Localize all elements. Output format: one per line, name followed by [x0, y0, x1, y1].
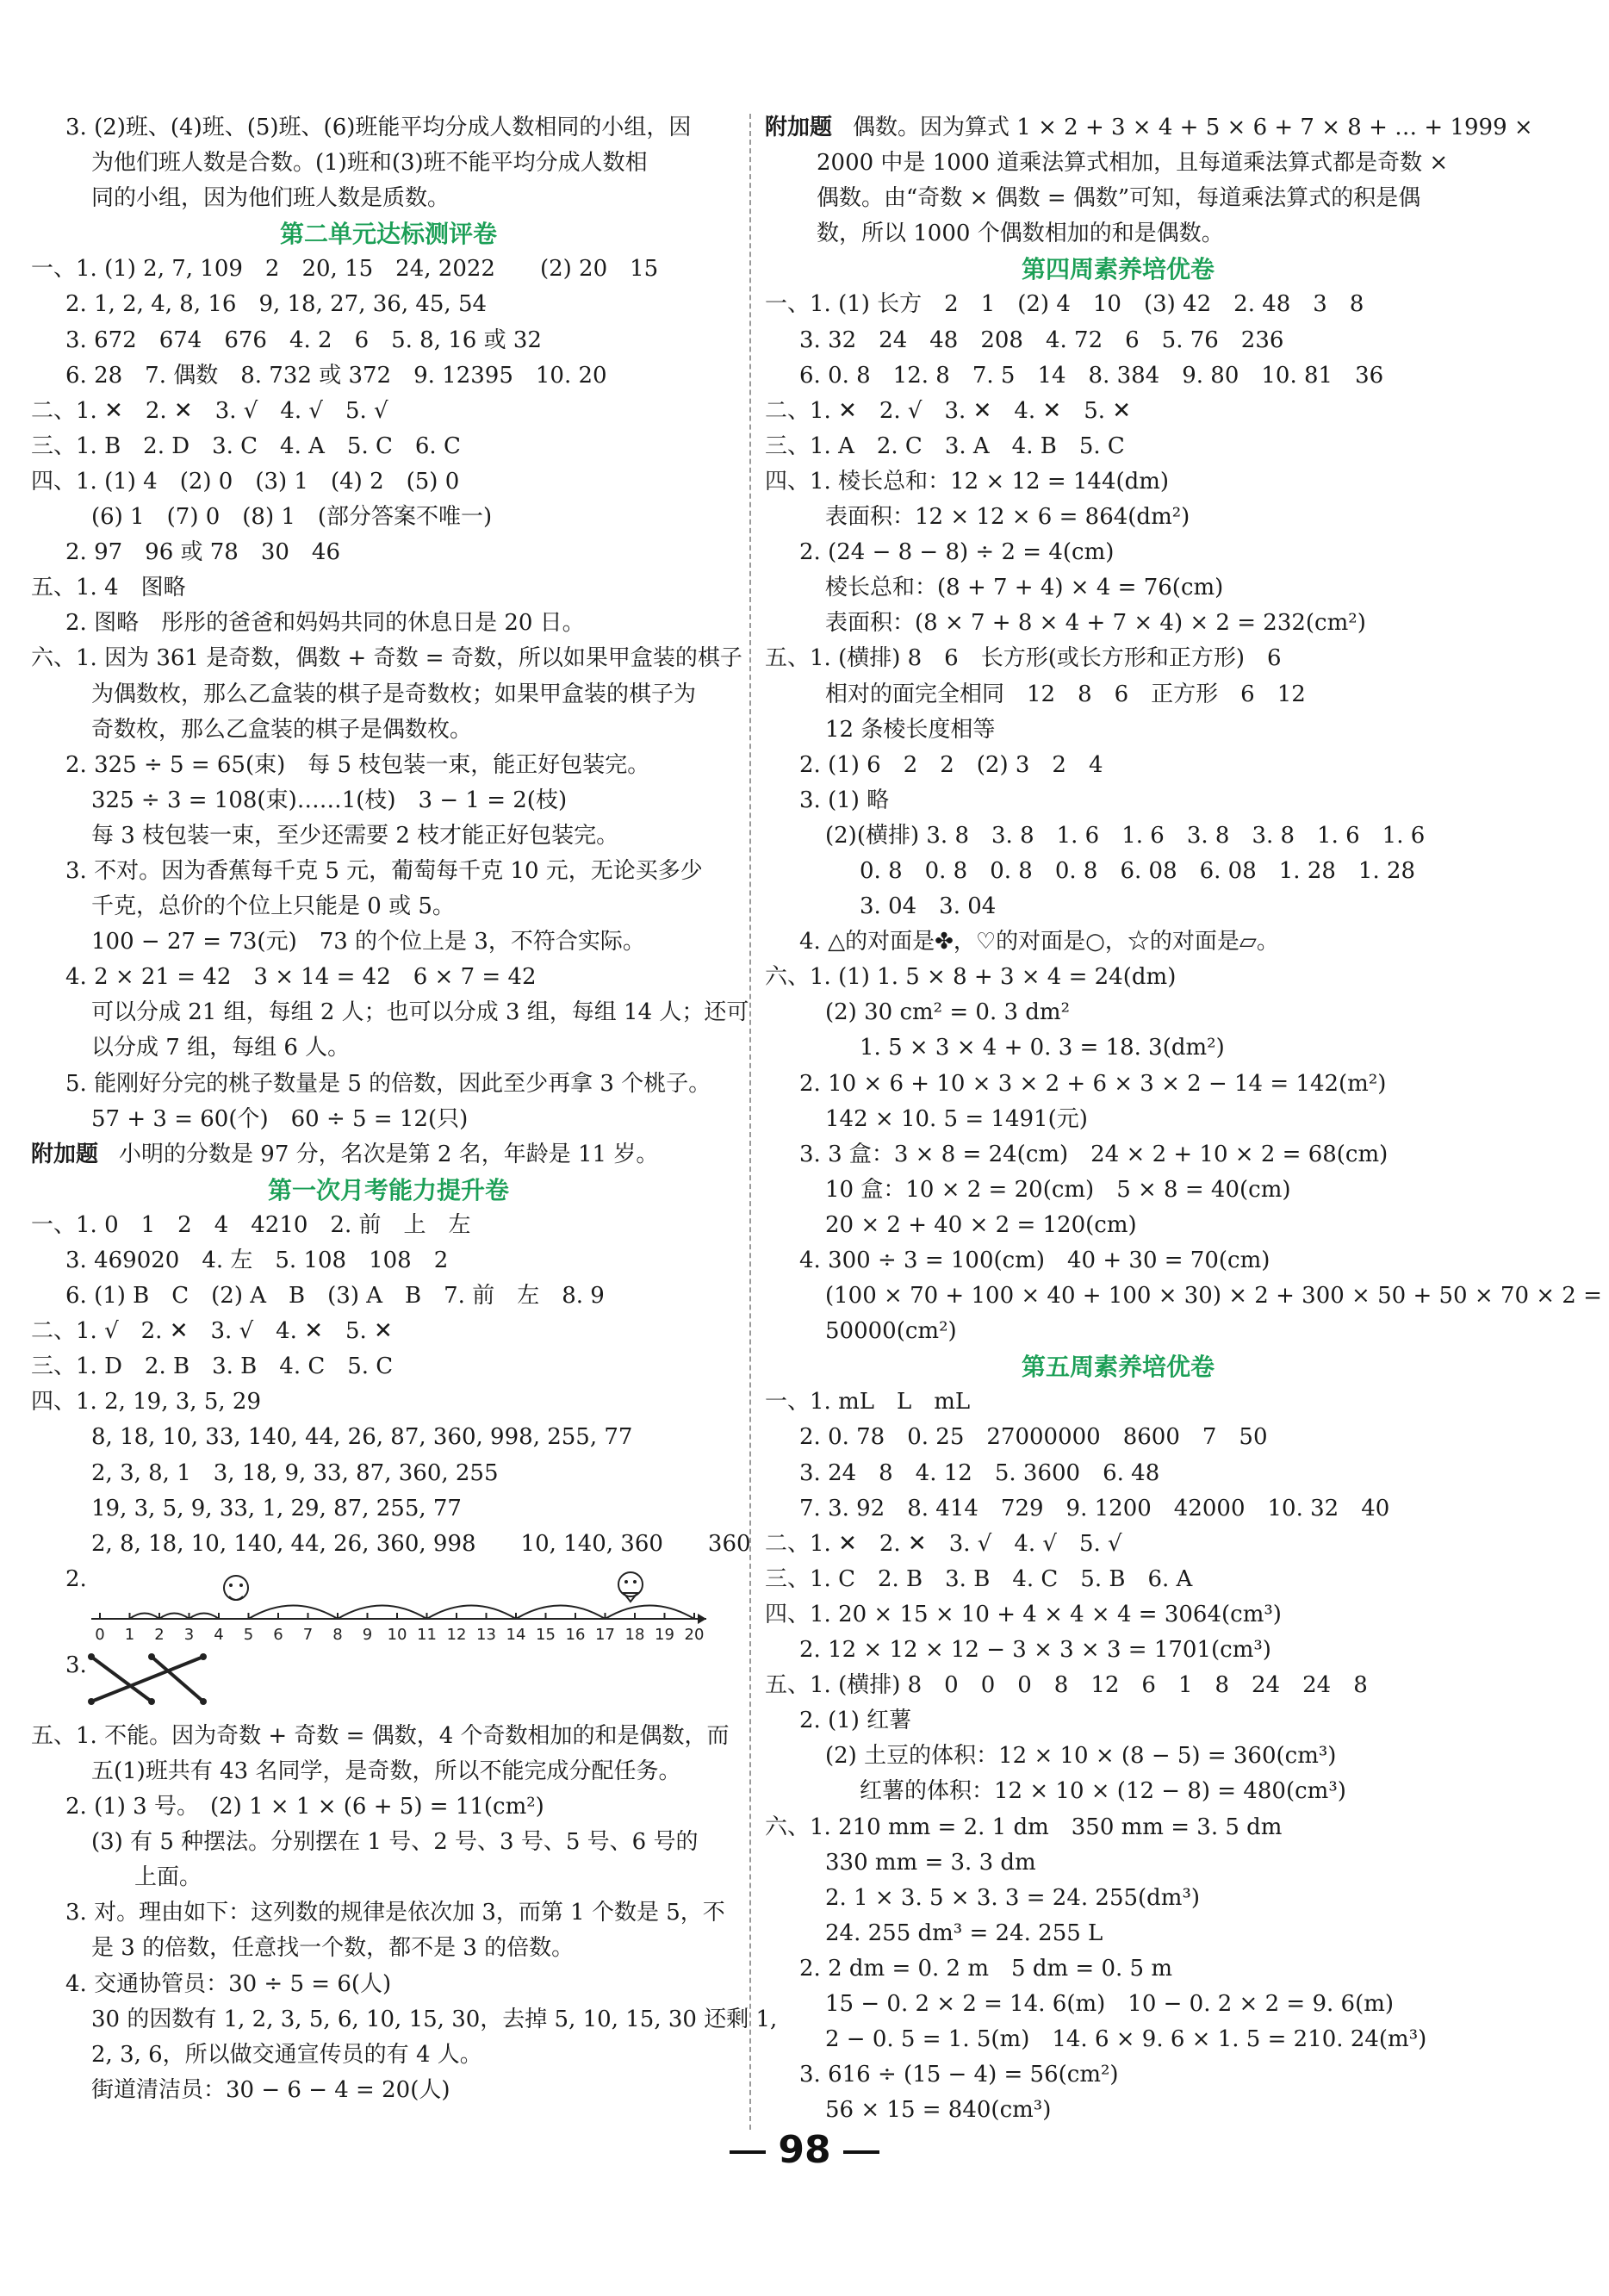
answer-line: 相对的面完全相同 12 8 6 正方形 6 12	[825, 681, 1306, 707]
answer-line: 三、1. C 2. B 3. B 4. C 5. B 6. A	[765, 1565, 1193, 1592]
number-line-label: 15	[536, 1625, 556, 1644]
number-line-label: 0	[95, 1625, 105, 1644]
answer-line: 六、1. 因为 361 是奇数，偶数 + 奇数 = 奇数，所以如果甲盒装的棋子	[31, 645, 742, 672]
answer-line: 为偶数枚，那么乙盒装的棋子是奇数枚；如果甲盒装的棋子为	[91, 681, 697, 707]
start-figure	[224, 1576, 248, 1600]
answer-line: 二、1. ✕ 2. √ 3. ✕ 4. ✕ 5. ✕	[765, 397, 1132, 424]
answer-line: 4. △的对面是✤，♡的对面是○，☆的对面是▱。	[799, 929, 1279, 955]
answer-line: 可以分成 21 组，每组 2 人；也可以分成 3 组，每组 14 人；还可	[91, 999, 749, 1026]
answer-line: 20 × 2 + 40 × 2 = 120(cm)	[825, 1211, 1137, 1238]
number-line-label: 14	[506, 1625, 526, 1644]
answer-line: (2) 土豆的体积：12 × 10 × (8 − 5) = 360(cm³)	[825, 1743, 1337, 1770]
answer-line	[765, 110, 1533, 146]
answer-line: 3. (2)班、(4)班、(5)班、(6)班能平均分成人数相同的小组，因	[65, 115, 692, 140]
match-line	[91, 1657, 203, 1702]
answer-line: 8, 18, 10, 33, 140, 44, 26, 87, 360, 998, 255, 77	[91, 1424, 633, 1451]
bonus-tag: 附加题	[765, 115, 833, 140]
number-line-label: 7	[302, 1625, 314, 1644]
match-line	[91, 1657, 152, 1702]
answer-line: 四、1. 2, 19, 3, 5, 29	[31, 1389, 261, 1416]
number-line-label: 20	[684, 1625, 705, 1644]
number-line-label: 8	[332, 1625, 343, 1644]
answer-line: 六、1. 210 mm = 2. 1 dm 350 mm = 3. 5 dm	[765, 1814, 1283, 1840]
answer-line: 上面。	[134, 1864, 202, 1891]
answer-line: 六、1. (1) 1. 5 × 8 + 3 × 4 = 24(dm)	[765, 964, 1177, 991]
answer-line: 4. 300 ÷ 3 = 100(cm) 40 + 30 = 70(cm)	[799, 1248, 1270, 1273]
answer-line: 一、1. 0 1 2 4 4210 2. 前 上 左	[31, 1211, 471, 1238]
answer-line: 50000(cm²)	[825, 1318, 957, 1345]
number-line-label: 6	[273, 1625, 283, 1644]
jump-arc	[427, 1605, 517, 1619]
bonus-answer: 小明的分数是 97 分，名次是第 2 名，年龄是 11 岁。	[119, 1141, 659, 1167]
answer-line: 10 盒：10 × 2 = 20(cm) 5 × 8 = 40(cm)	[825, 1176, 1291, 1203]
answer-line: 是 3 的倍数，任意找一个数，都不是 3 的倍数。	[91, 1935, 575, 1962]
number-line-figure	[31, 1562, 746, 1648]
answer-line: 五、1. 4 图略	[31, 575, 186, 601]
answer-line: 4. 2 × 21 = 42 3 × 14 = 42 6 × 7 = 42	[65, 964, 537, 991]
bonus-tag: 附加题	[31, 1141, 99, 1167]
number-line-label: 18	[624, 1625, 645, 1644]
answer-line: 奇数枚，那么乙盒装的棋子是偶数枚。	[91, 716, 473, 743]
answer-line: 57 + 3 = 60(个) 60 ÷ 5 = 12(只)	[91, 1105, 469, 1132]
answer-line: 一、1. (1) 2, 7, 109 2 20, 15 24, 2022 (2) 20 15	[31, 256, 659, 283]
answer-line: 每 3 枝包装一束，至少还需要 2 枝才能正好包装完。	[91, 822, 619, 849]
answer-line: 6. (1) B C (2) A B (3) A B 7. 前 左 8. 9	[65, 1283, 605, 1310]
answer-line: 3. 3 盒：3 × 8 = 24(cm) 24 × 2 + 10 × 2 = 68(cm)	[799, 1141, 1388, 1167]
bonus-answer: 偶数。因为算式 1 × 2 + 3 × 4 + 5 × 6 + 7 × 8 + … + 1999 ×	[853, 115, 1533, 140]
answer-line: 3. 24 8 4. 12 5. 3600 6. 48	[799, 1459, 1160, 1486]
number-line-label: 12	[446, 1625, 467, 1644]
answer-line: 2. 97 96 或 78 30 46	[65, 539, 341, 566]
answer-line: 街道清洁员：30 − 6 − 4 = 20(人)	[91, 2076, 450, 2103]
answer-line: 142 × 10. 5 = 1491(元)	[825, 1105, 1088, 1132]
answer-line: 红薯的体积：12 × 10 × (12 − 8) = 480(cm³)	[860, 1778, 1346, 1805]
answer-line: 四、1. 20 × 15 × 10 + 4 × 4 × 4 = 3064(cm³)	[765, 1601, 1282, 1627]
answer-line: (3) 有 5 种摆法。分别摆在 1 号、2 号、3 号、5 号、6 号的	[91, 1829, 699, 1856]
answer-line: 五(1)班共有 43 名同学，是奇数，所以不能完成分配任务。	[91, 1758, 681, 1784]
answer-line: 二、1. ✕ 2. ✕ 3. √ 4. √ 5. √	[31, 397, 388, 424]
answer-line: 2 − 0. 5 = 1. 5(m) 14. 6 × 9. 6 × 1. 5 = 210. 24(m³)	[825, 2026, 1427, 2053]
answer-line: 7. 3. 92 8. 414 729 9. 1200 42000 10. 32 40	[799, 1495, 1390, 1521]
answer-line: (2)(横排) 3. 8 3. 8 1. 6 1. 6 3. 8 3. 8 1. 6 1. 6	[825, 822, 1426, 849]
answer-line: 棱长总和：(8 + 7 + 4) × 4 = 76(cm)	[825, 575, 1224, 601]
answer-line: 325 ÷ 3 = 108(束)……1(枝) 3 − 1 = 2(枝)	[91, 787, 568, 813]
matching-lines	[83, 1648, 255, 1719]
answer-line: 四、1. 棱长总和：12 × 12 = 144(dm)	[765, 468, 1170, 495]
number-line-label: 17	[595, 1625, 615, 1644]
section-title-monthly-exam: 第一次月考能力提升卷	[267, 1175, 509, 1204]
answer-line: (100 × 70 + 100 × 40 + 100 × 30) × 2 + 300 × 50 + 50 × 70 × 2 =	[825, 1283, 1602, 1310]
answer-line: 6. 0. 8 12. 8 7. 5 14 8. 384 9. 80 10. 81 36	[799, 362, 1384, 389]
answer-line: 二、1. ✕ 2. ✕ 3. √ 4. √ 5. √	[765, 1530, 1122, 1557]
answer-line: 五、1. (横排) 8 0 0 0 8 12 6 1 8 24 24 8	[765, 1672, 1368, 1699]
answer-line: (6) 1 (7) 0 (8) 1 (部分答案不唯一)	[91, 504, 493, 531]
answer-line: 五、1. (横排) 8 6 长方形(或长方形和正方形) 6	[765, 645, 1282, 672]
answer-line: 0. 8 0. 8 0. 8 0. 8 6. 08 6. 08 1. 28 1. 28	[860, 857, 1416, 884]
left-column	[31, 110, 778, 2108]
answer-line: 2. 1 × 3. 5 × 3. 3 = 24. 255(dm³)	[825, 1884, 1201, 1911]
answer-line: 2000 中是 1000 道乘法算式相加，且每道乘法算式都是奇数 ×	[817, 150, 1449, 177]
answer-line: 12 条棱长度相等	[825, 716, 996, 743]
number-line-label: 2	[154, 1625, 165, 1644]
answer-line: 偶数。由“奇数 × 偶数 = 偶数”可知，每道乘法算式的积是偶	[817, 185, 1421, 212]
match-line	[152, 1657, 203, 1702]
answer-line: 3. 469020 4. 左 5. 108 108 2	[65, 1248, 449, 1273]
number-line-label: 19	[655, 1625, 674, 1644]
answer-line: 5. 能刚好分完的桃子数量是 5 的倍数，因此至少再拿 3 个桃子。	[65, 1070, 711, 1097]
answer-line	[31, 1137, 746, 1173]
section-title-week5: 第五周素养培优卷	[1021, 1353, 1215, 1382]
answer-line: 30 的因数有 1, 2, 3, 5, 6, 10, 15, 30，去掉 5, 10, 15, 30 还剩 1,	[91, 2006, 778, 2032]
number-line-label: 13	[476, 1625, 496, 1644]
answer-line: 四、1. (1) 4 (2) 0 (3) 1 (4) 2 (5) 0	[31, 468, 460, 495]
answer-line: 2. 325 ÷ 5 = 65(束) 每 5 枝包装一束，能正好包装完。	[65, 751, 650, 778]
answer-line: 五、1. 不能。因为奇数 + 奇数 = 偶数，4 个奇数相加的和是偶数，而	[31, 1722, 730, 1749]
answer-line: 2, 3, 6，所以做交通宣传员的有 4 人。	[91, 2041, 482, 2068]
section-title-week4: 第四周素养培优卷	[1021, 255, 1215, 284]
number-line-label: 10	[387, 1625, 407, 1644]
number-line-label: 11	[417, 1625, 437, 1644]
answer-line: 二、1. √ 2. ✕ 3. √ 4. ✕ 5. ✕	[31, 1318, 393, 1345]
jump-arc	[338, 1605, 427, 1619]
answer-line: 2. 1, 2, 4, 8, 16 9, 18, 27, 36, 45, 54	[65, 291, 488, 318]
jump-arc	[249, 1605, 339, 1619]
page-number	[0, 2128, 1609, 2172]
axis-arrow	[698, 1614, 706, 1624]
answer-line: 一、1. (1) 长方 2 1 (2) 4 10 (3) 42 2. 48 3 8	[765, 291, 1364, 318]
answer-line: 2. (1) 6 2 2 (2) 3 2 4	[799, 751, 1103, 778]
answer-line: 1. 5 × 3 × 4 + 0. 3 = 18. 3(dm²)	[860, 1035, 1225, 1061]
answer-line: 2. 12 × 12 × 12 − 3 × 3 × 3 = 1701(cm³)	[799, 1637, 1271, 1664]
answer-line: 三、1. D 2. B 3. B 4. C 5. C	[31, 1353, 394, 1380]
page-number-text: 98	[778, 2128, 831, 2172]
answer-line: 为他们班人数是合数。(1)班和(3)班不能平均分成人数相	[91, 150, 648, 177]
section-title-unit2: 第二单元达标测评卷	[279, 220, 497, 249]
number-line	[83, 1562, 737, 1648]
answer-line: 19, 3, 5, 9, 33, 1, 29, 87, 255, 77	[91, 1495, 462, 1521]
jump-arc	[516, 1605, 606, 1619]
answer-line: 2. 图略 彤彤的爸爸和妈妈共同的休息日是 20 日。	[65, 610, 585, 637]
number-line-label: 9	[362, 1625, 373, 1644]
item-number: 3.	[65, 1652, 87, 1678]
answer-line: 2, 8, 18, 10, 140, 44, 26, 360, 998 10, 140, 360 360	[91, 1530, 751, 1557]
answer-line: 千克，总价的个位上只能是 0 或 5。	[91, 893, 455, 920]
answer-line: 2, 3, 8, 1 3, 18, 9, 33, 87, 360, 255	[91, 1459, 499, 1486]
answer-line: 2. (1) 3 号。 (2) 1 × 1 × (6 + 5) = 11(cm²)	[65, 1794, 544, 1820]
answer-line: 3. 32 24 48 208 4. 72 6 5. 76 236	[799, 327, 1284, 353]
item-number: 2.	[65, 1565, 87, 1592]
number-line-label: 1	[124, 1625, 135, 1644]
jump-arc	[606, 1605, 695, 1619]
answer-line: 3. 672 674 676 4. 2 6 5. 8, 16 或 32	[65, 327, 542, 353]
answer-line: 三、1. A 2. C 3. A 4. B 5. C	[765, 432, 1125, 459]
answer-line: 56 × 15 = 840(cm³)	[825, 2097, 1052, 2124]
right-column	[765, 110, 1602, 2128]
answer-line: 2. 10 × 6 + 10 × 3 × 2 + 6 × 3 × 2 − 14 = 142(m²)	[799, 1070, 1387, 1097]
answer-line: 数，所以 1000 个偶数相加的和是偶数。	[817, 221, 1224, 247]
answer-line: 2. 2 dm = 0. 2 m 5 dm = 0. 5 m	[799, 1955, 1172, 1982]
answer-line: 2. (1) 红薯	[799, 1708, 912, 1734]
number-line-label: 4	[214, 1625, 224, 1644]
column-divider	[749, 114, 751, 2130]
answer-line: 4. 交通协管员：30 ÷ 5 = 6(人)	[65, 1970, 392, 1997]
answer-line: 一、1. mL L mL	[765, 1389, 971, 1416]
answer-line: 同的小组，因为他们班人数是质数。	[91, 185, 450, 212]
answer-line: 2. (24 − 8 − 8) ÷ 2 = 4(cm)	[799, 539, 1115, 566]
answer-line: (2) 30 cm² = 0. 3 dm²	[825, 999, 1070, 1026]
answer-line: 15 − 0. 2 × 2 = 14. 6(m) 10 − 0. 2 × 2 = 9. 6(m)	[825, 1990, 1395, 2017]
end-figure	[618, 1572, 643, 1602]
answer-line: 以分成 7 组，每组 6 人。	[91, 1035, 351, 1061]
answer-line: 表面积：12 × 12 × 6 = 864(dm²)	[825, 504, 1190, 531]
answer-line: 24. 255 dm³ = 24. 255 L	[825, 1920, 1103, 1946]
answer-line: 3. (1) 略	[799, 787, 890, 813]
number-line-label: 3	[183, 1625, 195, 1644]
answer-line: 2. 0. 78 0. 25 27000000 8600 7 50	[799, 1424, 1268, 1451]
answer-line: 330 mm = 3. 3 dm	[825, 1849, 1036, 1876]
answer-line: 6. 28 7. 偶数 8. 732 或 372 9. 12395 10. 20	[65, 362, 607, 389]
answer-line: 100 − 27 = 73(元) 73 的个位上是 3，不符合实际。	[91, 929, 645, 955]
number-line-label: 16	[565, 1625, 586, 1644]
answer-line: 3. 对。理由如下：这列数的规律是依次加 3，而第 1 个数是 5，不	[65, 1900, 725, 1926]
answer-line: 三、1. B 2. D 3. C 4. A 5. C 6. C	[31, 432, 461, 459]
number-line-label: 5	[243, 1625, 254, 1644]
answer-line: 表面积：(8 × 7 + 8 × 4 + 7 × 4) × 2 = 232(cm²)	[825, 610, 1366, 637]
answer-line: 3. 616 ÷ (15 − 4) = 56(cm²)	[799, 2062, 1119, 2088]
answer-line: 3. 04 3. 04	[860, 893, 997, 920]
answer-line: 3. 不对。因为香蕉每千克 5 元，葡萄每千克 10 元，无论买多少	[65, 857, 703, 884]
matching-figure	[31, 1648, 746, 1719]
